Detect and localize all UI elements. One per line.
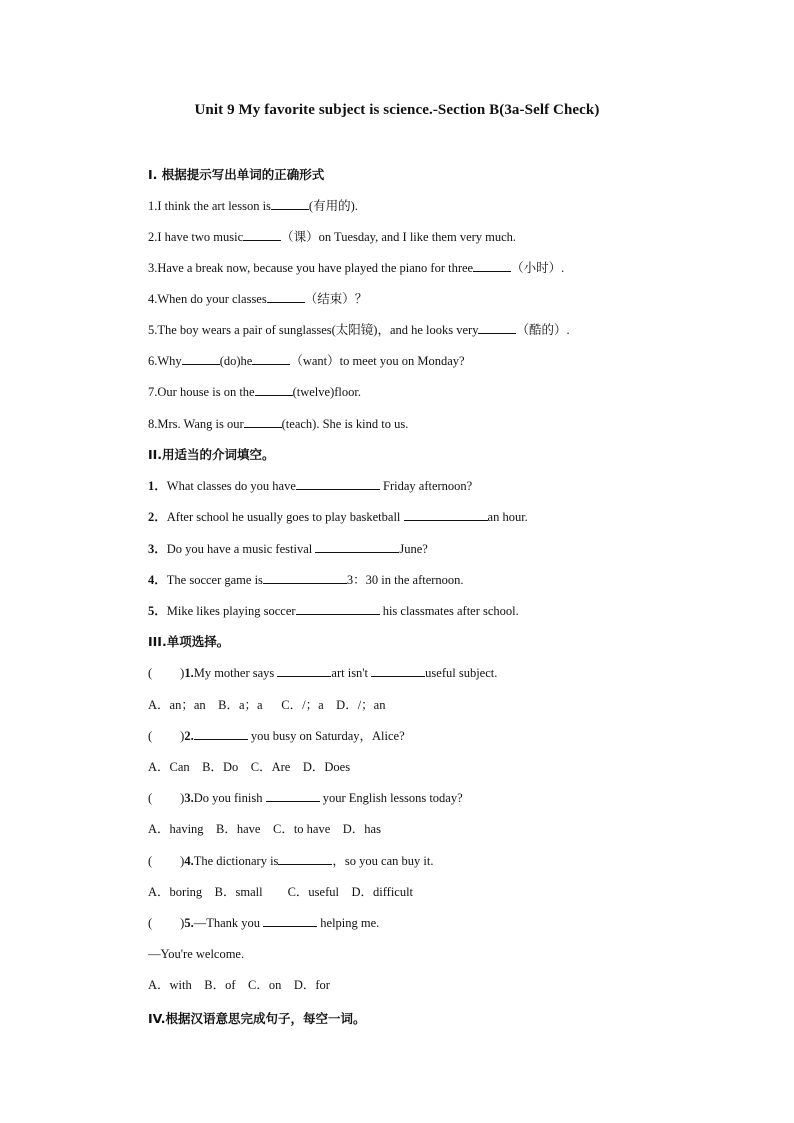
s1-item-5: 5.The boy wears a pair of sunglasses(太阳镜)，and he looks very （酷的）.	[148, 323, 570, 337]
s1-item-6: 6.Why (do)he （want）to meet you on Monday?	[148, 354, 465, 368]
page-title: Unit 9 My favorite subject is science.-Section B(3a-Self Check)	[194, 102, 600, 118]
section-4-heading: IV.根据汉语意思完成句子，每空一词。	[148, 1011, 366, 1026]
s2-item-2: 2．After school he usually goes to play basketball an hour.	[148, 510, 528, 524]
s3-question-4: ( )4.The dictionary is ，so you can buy it.	[148, 854, 434, 868]
s2-item-1: 1．What classes do you have Friday afternoon?	[148, 479, 473, 493]
answer-blank[interactable]	[252, 352, 290, 365]
s2-item-3: 3．Do you have a music festival June?	[148, 542, 428, 556]
answer-blank[interactable]	[255, 383, 293, 396]
answer-blank[interactable]	[244, 415, 282, 428]
answer-blank[interactable]	[243, 228, 281, 241]
s1-item-2: 2.I have two music （课）on Tuesday, and I like them very much.	[148, 230, 517, 244]
s3-options-4: A．boring B．small C．useful D．difficult	[148, 885, 414, 899]
section-1-heading: Ⅰ. 根据提示写出单词的正确形式	[148, 167, 325, 182]
answer-blank[interactable]	[263, 571, 347, 584]
s1-item-1: 1.I think the art lesson is (有用的).	[148, 199, 358, 213]
s2-item-5: 5．Mike likes playing soccer his classmates after school.	[148, 604, 519, 618]
s3-question-2: ( )2. you busy on Saturday，Alice?	[148, 729, 405, 743]
answer-blank[interactable]	[478, 321, 516, 334]
s1-item-3: 3.Have a break now, because you have played the piano for three （小时）.	[148, 261, 565, 275]
s1-item-7: 7.Our house is on the (twelve)floor.	[148, 385, 361, 399]
s3-reply-5: —You're welcome.	[148, 947, 245, 961]
answer-blank[interactable]	[296, 602, 380, 615]
answer-blank[interactable]	[182, 352, 220, 365]
answer-blank[interactable]	[404, 508, 488, 521]
section-3-heading: III.单项选择。	[148, 634, 230, 649]
s3-question-5: ( )5.—Thank you helping me.	[148, 916, 380, 930]
answer-blank[interactable]	[194, 727, 248, 740]
answer-blank[interactable]	[371, 664, 425, 677]
s3-question-1: ( )1.My mother says art isn't useful subject.	[148, 666, 498, 680]
answer-blank[interactable]	[266, 789, 320, 802]
s3-options-5: A．with B．of C．on D．for	[148, 978, 330, 992]
answer-blank[interactable]	[271, 197, 309, 210]
s1-item-4: 4.When do your classes （结束）？	[148, 292, 368, 306]
s2-item-4: 4．The soccer game is 3：30 in the afternoon.	[148, 573, 464, 587]
answer-blank[interactable]	[263, 914, 317, 927]
answer-blank[interactable]	[278, 852, 332, 865]
s1-item-8: 8.Mrs. Wang is our (teach). She is kind to us.	[148, 417, 409, 431]
s3-options-1: A．an；an B．a；a C．/；a D．/；an	[148, 698, 386, 712]
answer-blank[interactable]	[277, 664, 331, 677]
s3-question-3: ( )3.Do you finish your English lessons today?	[148, 791, 463, 805]
answer-blank[interactable]	[315, 540, 399, 553]
s3-options-2: A．Can B．Do C．Are D．Does	[148, 760, 351, 774]
answer-blank[interactable]	[267, 290, 305, 303]
answer-blank[interactable]	[473, 259, 511, 272]
section-2-heading: II.用适当的介词填空。	[148, 447, 275, 462]
answer-blank[interactable]	[296, 477, 380, 490]
s3-options-3: A．having B．have C．to have D．has	[148, 822, 381, 836]
